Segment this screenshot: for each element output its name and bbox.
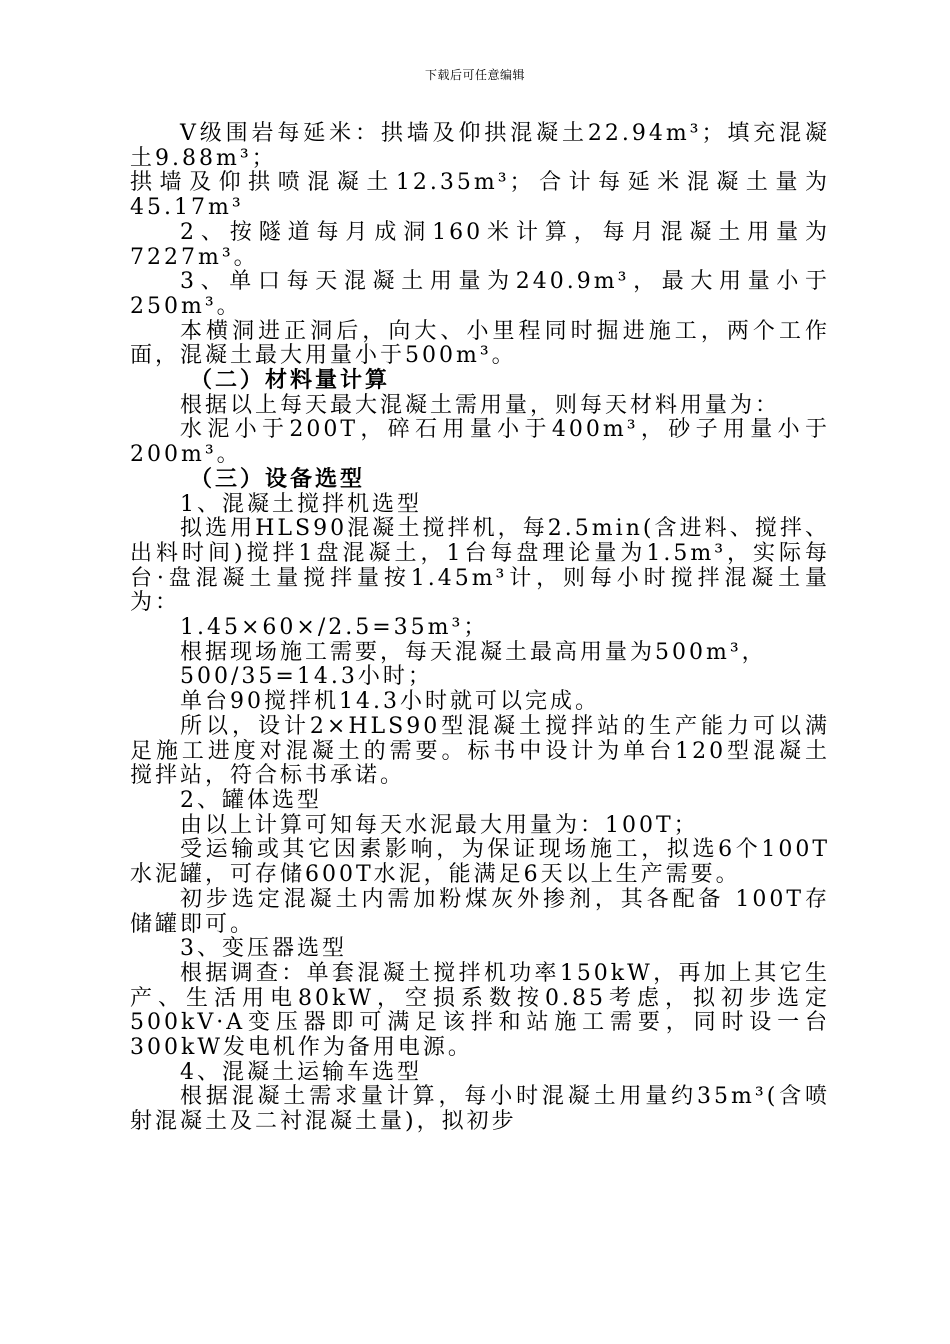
paragraph: 根据以上每天最大混凝土需用量，则每天材料用量为： (180, 392, 781, 418)
subheading: 3、变压器选型 (180, 936, 347, 962)
subheading: 1、混凝土搅拌机选型 (180, 491, 422, 517)
paragraph: 初步选定混凝土内需加粉煤灰外掺剂，其各配备 100T存储罐即可。 (130, 886, 830, 937)
paragraph: 3、单口每天混凝土用量为240.9m³，最大用量小于250m³。 (130, 269, 830, 319)
paragraph: 单台90搅拌机14.3小时就可以完成。 (180, 689, 600, 715)
paragraph: 所以，设计2×HLS90型混凝土搅拌站的生产能力可以满足施工进度对混凝土的需要。标书中设计为单台120型混凝土搅拌站，符合标书承诺。 (130, 713, 830, 789)
page-header: 下载后可任意编辑 (424, 68, 525, 82)
paragraph: 拱墙及仰拱喷混凝土12.35m³；合计每延米混凝土量为45.17m³ (130, 170, 830, 221)
paragraph: 根据混凝土需求量计算，每小时混凝土用量约35m³(含喷射混凝土及二衬混凝土量)，拟初步 (130, 1084, 830, 1135)
paragraph: Ⅴ级围岩每延米：拱墙及仰拱混凝土22.94m³；填充混凝土9.88m³； (130, 121, 830, 171)
paragraph: 1.45×60×/2.5=35m³； (180, 615, 489, 641)
document-body (130, 122, 830, 1135)
section-heading: （三）设备选型 (190, 466, 366, 492)
paragraph: 500/35=14.3小时； (180, 664, 433, 690)
paragraph: 受运输或其它因素影响，为保证现场施工，拟选6个100T水泥罐，可存储600T水泥，能满足6天以上生产需要。 (130, 837, 830, 888)
paragraph: 根据现场施工需要，每天混凝土最高用量为500m³， (180, 639, 767, 665)
paragraph: 根据调查：单套混凝土搅拌机功率150kW，再加上其它生产、生活用电80kW，空损系数按0.85考虑，拟初步选定500kV·A变压器即可满足该拌和站施工需要，同时设一台300kW发电机作为备用电源。 (130, 960, 830, 1061)
paragraph: 本横洞进正洞后，向大、小里程同时掘进施工，两个工作面，混凝土最大用量小于500m³。 (130, 318, 830, 369)
section-heading: （二）材料量计算 (190, 368, 391, 394)
paragraph: 水泥小于200T，碎石用量小于400m³，砂子用量小于200m³。 (130, 417, 830, 468)
subheading: 2、罐体选型 (180, 787, 322, 813)
paragraph: 拟选用HLS90混凝土搅拌机，每2.5min(含进料、搅拌、出料时间)搅拌1盘混凝土，1台每盘理论量为1.5m³，实际每台·盘混凝土量搅拌量按1.45m³计，则每小时搅拌混凝土量为： (130, 516, 830, 616)
subheading: 4、混凝土运输车选型 (180, 1059, 422, 1085)
paragraph: 2、按隧道每月成洞160米计算，每月混凝土用量为7227m³。 (130, 219, 830, 270)
paragraph: 由以上计算可知每天水泥最大用量为：100T； (180, 812, 699, 838)
